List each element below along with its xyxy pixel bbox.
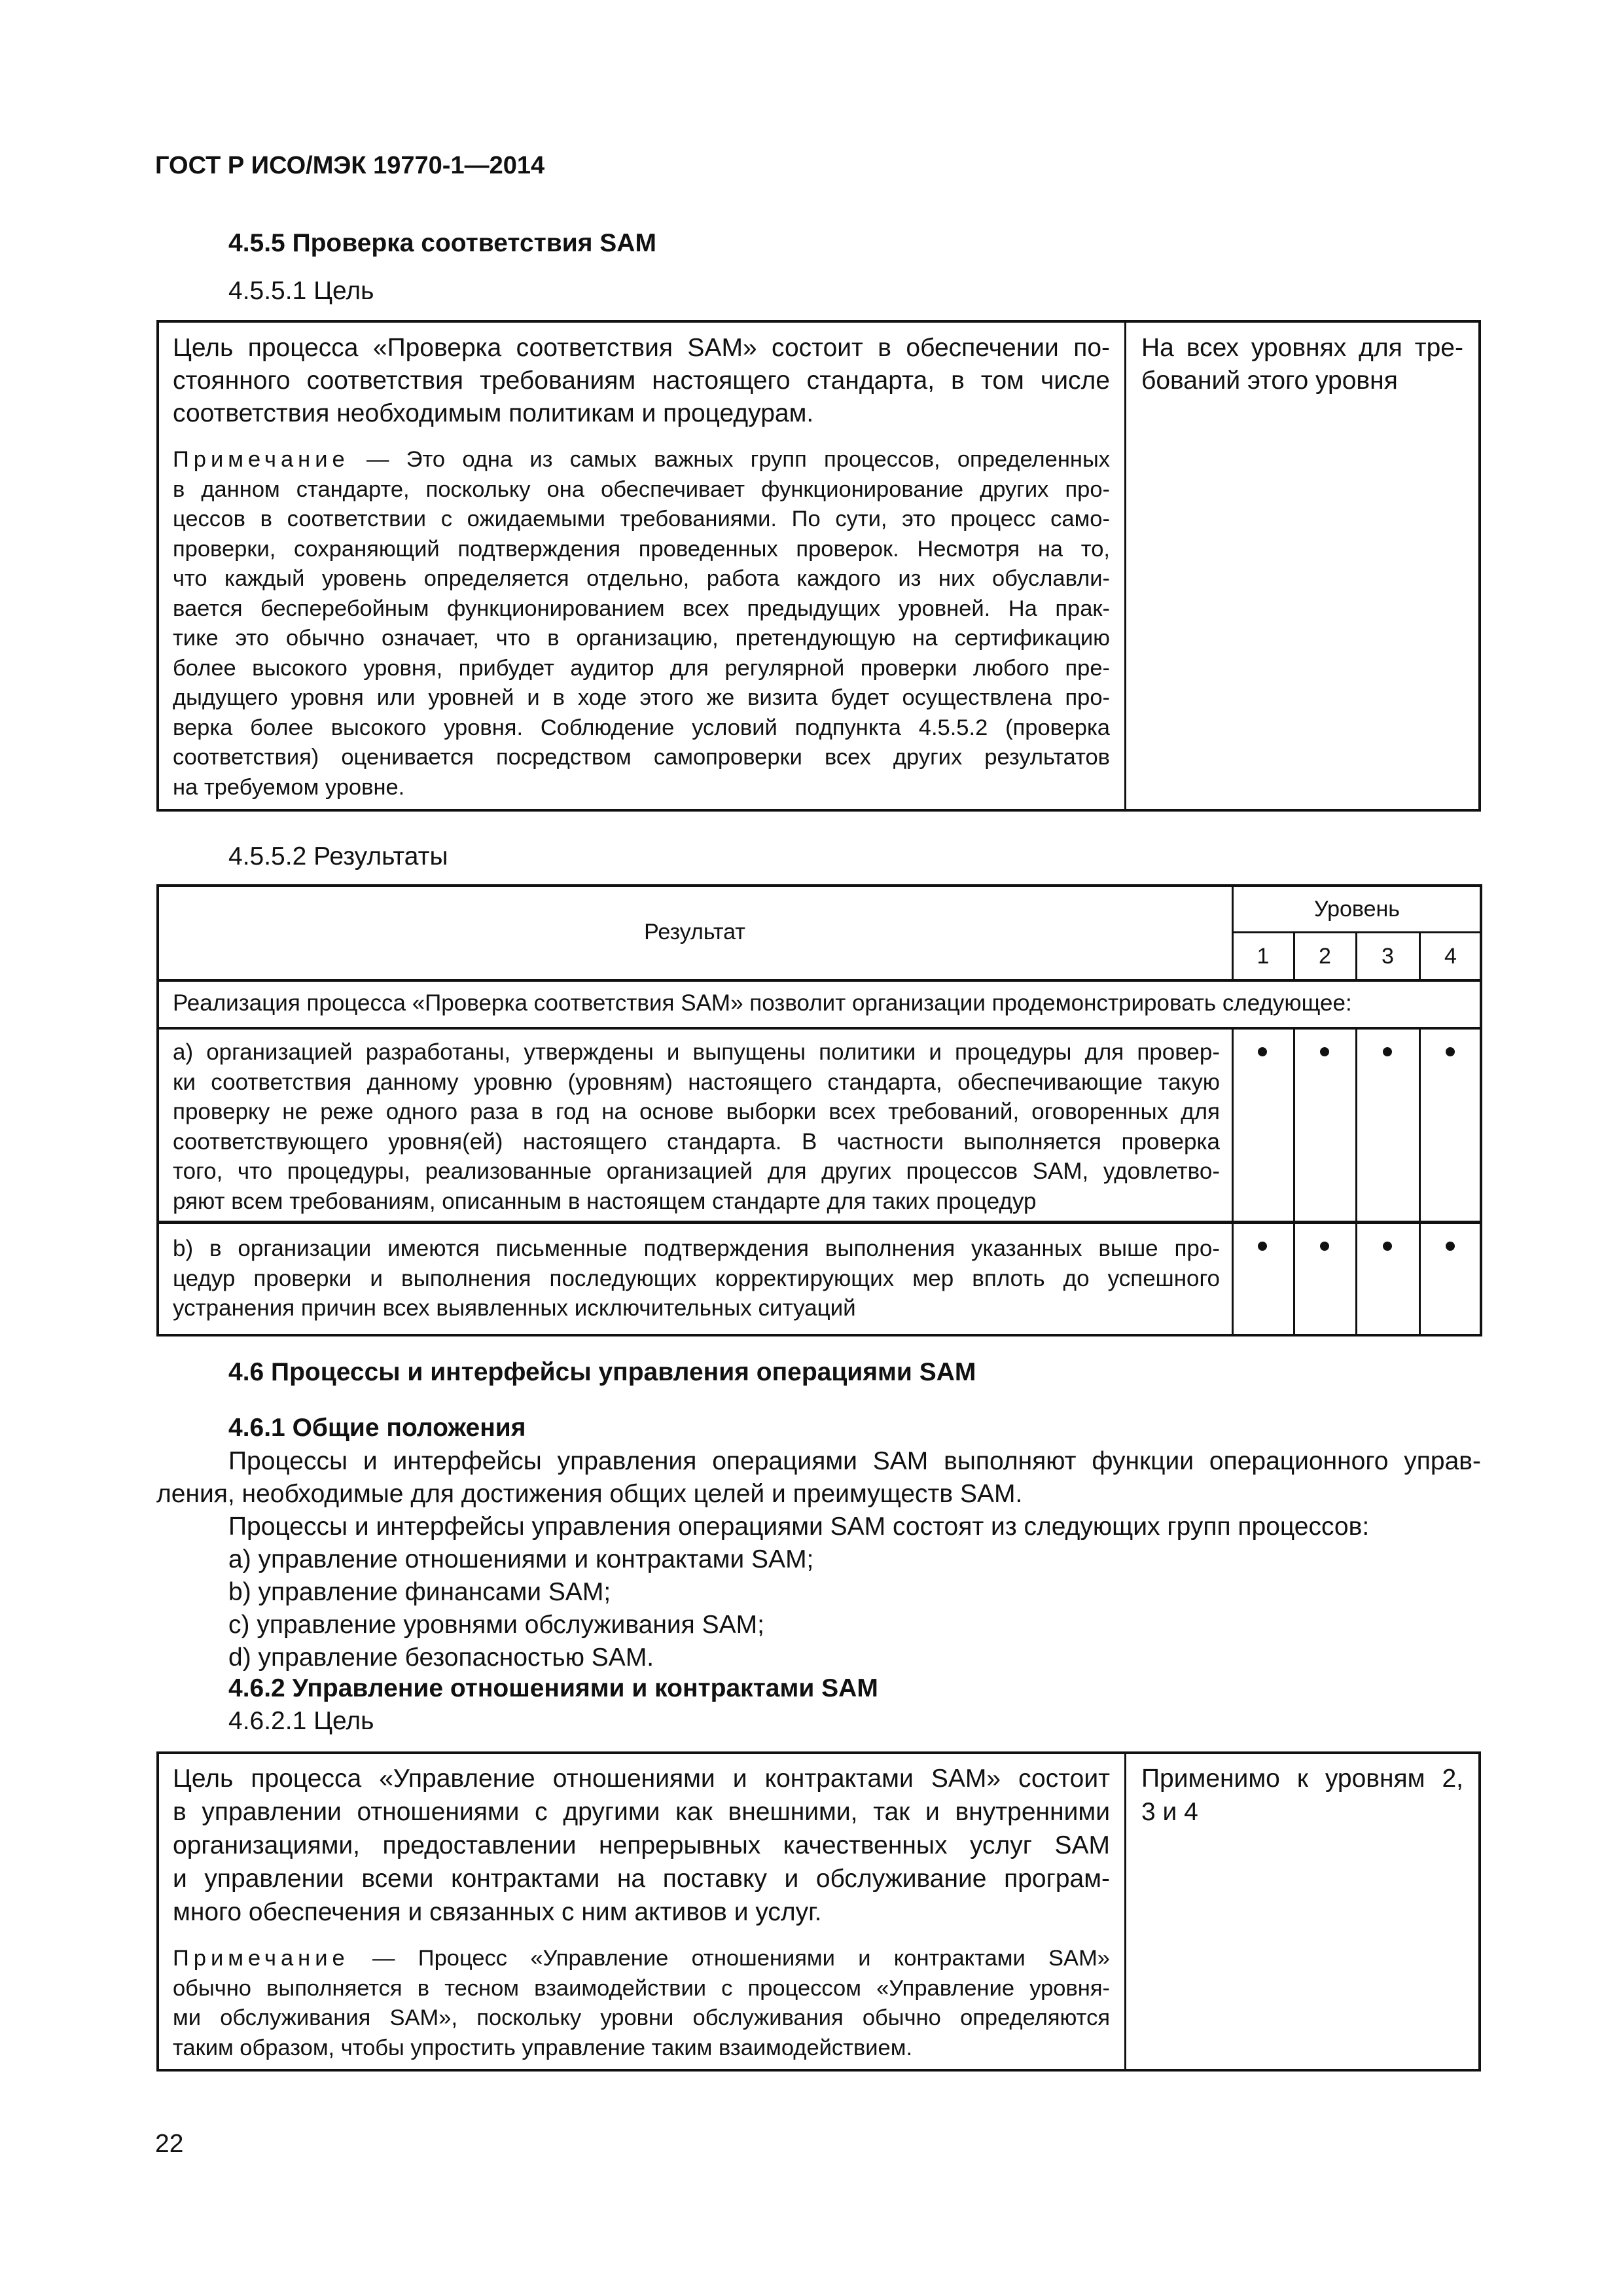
level-marker-bullet: [1383, 1047, 1392, 1056]
document-header: ГОСТ Р ИСО/МЭК 19770-1—2014: [155, 152, 545, 179]
text-line: и управлении всеми контрактами на поставку и обслуживание програм-: [173, 1865, 1110, 1893]
col-divider: [1419, 1028, 1421, 1335]
text-line: того, что процедуры, реализованные организацией для других процессов SAM, удовлетво-: [173, 1158, 1220, 1184]
list-item: c) управление уровнями обслуживания SAM;: [228, 1611, 764, 1639]
note-label: Примечание: [173, 447, 349, 472]
table-divider: [1124, 1753, 1126, 2070]
result-row-b: [173, 1234, 1220, 1323]
purpose-text: [173, 1762, 1110, 1929]
paragraph-process-groups: Процессы и интерфейсы управления операциями SAM состоят из следующих групп процессов:: [228, 1513, 1370, 1541]
level-marker-bullet: [1320, 1047, 1329, 1056]
text-line: цедур проверки и выполнения последующих корректирующих мер вплоть до успешного: [173, 1265, 1220, 1291]
text-line: Примечание — Это одна из самых важных групп процессов, определенных: [173, 447, 1110, 472]
text-line: соответствия необходимым политикам и процедурам.: [173, 399, 814, 427]
results-intro: Реализация процесса «Проверка соответствия SAM» позволит организации продемонстрировать следующее:: [173, 990, 1352, 1016]
column-header-level: Уровень: [1314, 897, 1400, 922]
purpose-note: [173, 445, 1110, 802]
text-line: Процессы и интерфейсы управления операциями SAM выполняют функции операционного управ-: [228, 1447, 1481, 1475]
applicability-text: [1141, 332, 1463, 397]
subsection-heading-4-6-2: 4.6.2 Управление отношениями и контрактами SAM: [228, 1674, 878, 1702]
process-group-list: [228, 1543, 813, 1674]
level-marker-bullet: [1383, 1242, 1392, 1251]
text-line: цессов в соответствии с ожидаемыми требованиями. По сути, это процесс само-: [173, 507, 1110, 531]
level-4-header: 4: [1444, 944, 1457, 969]
result-row-a: [173, 1037, 1220, 1216]
list-item: d) управление безопасностью SAM.: [228, 1643, 654, 1672]
list-item: a) управление отношениями и контрактами SAM;: [228, 1545, 814, 1573]
row-divider: [158, 1221, 1481, 1224]
text-line: верка более высокого уровня. Соблюдение условий подпункта 4.5.5.2 (проверка: [173, 715, 1110, 740]
text-line: Цель процесса «Проверка соответствия SAM» состоит в обеспечении по-: [173, 334, 1110, 362]
list-item: b) управление финансами SAM;: [228, 1578, 611, 1606]
text-line: обычно выполняется в тесном взаимодействии с процессом «Управление уровня-: [173, 1975, 1110, 2001]
text-line: вается бесперебойным функционированием всех предыдущих уровней. На прак-: [173, 596, 1110, 621]
text-line: что каждый уровень определяется отдельно, работа каждого из них обуславли-: [173, 566, 1110, 591]
text-line: дыдущего уровня или уровней и в ходе этого же визита будет осуществлена про-: [173, 685, 1110, 710]
subsection-heading-4-5-5-2: 4.5.5.2 Результаты: [228, 842, 448, 870]
level-1-header: 1: [1257, 944, 1270, 969]
level-marker-bullet: [1258, 1242, 1267, 1251]
text-line: ления, необходимые для достижения общих целей и преимуществ SAM.: [156, 1480, 1023, 1508]
text-line: b) в организации имеются письменные подтверждения выполнения указанных выше про-: [173, 1236, 1220, 1261]
page-number: 22: [155, 2130, 184, 2158]
text-line: соответствующего уровня(ей) настоящего стандарта. В частности выполняется проверка: [173, 1128, 1220, 1155]
text-line: a) организацией разработаны, утверждены и выпущены политики и процедуры для провер-: [173, 1039, 1220, 1065]
table-divider: [1124, 321, 1126, 810]
level-marker-bullet: [1446, 1242, 1455, 1251]
subsection-heading-4-6-1: 4.6.1 Общие положения: [228, 1414, 526, 1442]
text-line: бований этого уровня: [1141, 367, 1398, 395]
text-line: много обеспечения и связанных с ним активов и услуг.: [173, 1898, 822, 1926]
subsection-heading-4-5-5-1: 4.5.5.1 Цель: [228, 277, 374, 305]
column-header-result: Результат: [644, 920, 745, 944]
level-3-header: 3: [1382, 944, 1394, 969]
text-line: На всех уровнях для тре-: [1141, 334, 1463, 362]
col-divider: [1355, 1028, 1357, 1335]
text-line: более высокого уровня, прибудет аудитор для регулярной проверки любого пре-: [173, 655, 1110, 681]
subsection-heading-4-6-2-1: 4.6.2.1 Цель: [228, 1707, 374, 1735]
text-line: в данном стандарте, поскольку она обеспечивает функционирование других про-: [173, 476, 1110, 502]
note-label: Примечание: [173, 1946, 349, 1971]
level-marker-bullet: [1446, 1047, 1455, 1056]
text-line: организациями, предоставлении непрерывных качественных услуг SAM: [173, 1831, 1110, 1859]
text-line: Применимо к уровням 2,: [1141, 1765, 1463, 1793]
row-divider: [158, 1027, 1481, 1030]
text-line: проверку не реже одного раза в год на основе выборки всех требований, оговоренных для: [173, 1099, 1220, 1124]
paragraph-operations-intro: [156, 1445, 1481, 1511]
col-divider: [1232, 1028, 1234, 1335]
text-line: на требуемом уровне.: [173, 774, 405, 800]
text-line: соответствия) оценивается посредством самопроверки всех других результатов: [173, 745, 1110, 770]
level-marker-bullet: [1258, 1047, 1267, 1056]
section-heading-4-6: 4.6 Процессы и интерфейсы управления операциями SAM: [228, 1358, 976, 1386]
text-line: 3 и 4: [1141, 1798, 1198, 1826]
text-line: ки соответствия данному уровню (уровням) настоящего стандарта, обеспечивающие такую: [173, 1069, 1220, 1095]
text-line: Цель процесса «Управление отношениями и контрактами SAM» состоит: [173, 1765, 1110, 1793]
text-line: Примечание — Процесс «Управление отношениями и контрактами SAM»: [173, 1946, 1110, 1971]
applicability-text: [1141, 1762, 1463, 1829]
purpose-text: [173, 332, 1110, 430]
level-2-header: 2: [1319, 944, 1331, 969]
text-line: устранения причин всех выявленных исключительных ситуаций: [173, 1295, 856, 1321]
section-heading-4-5-5: 4.5.5 Проверка соответствия SAM: [228, 229, 656, 257]
text-line: в управлении отношениями с другими как внешними, так и внутренними: [173, 1798, 1110, 1826]
text-line: таким образом, чтобы упростить управление таким взаимодействием.: [173, 2035, 913, 2060]
col-divider: [1293, 1028, 1295, 1335]
text-line: стоянного соответствия требованиям настоящего стандарта, в том числе: [173, 367, 1110, 395]
row-divider: [158, 979, 1481, 982]
text-line: ряют всем требованиям, описанным в настоящем стандарте для таких процедур: [173, 1188, 1037, 1214]
purpose-note: [173, 1944, 1110, 2063]
level-marker-bullet: [1320, 1242, 1329, 1251]
text-line: тике это обычно означает, что в организацию, претендующую на сертификацию: [173, 626, 1110, 651]
text-line: проверки, сохраняющий подтверждения проведенных проверок. Несмотря на то,: [173, 536, 1110, 562]
text-line: ми обслуживания SAM», поскольку уровни обслуживания обычно определяются: [173, 2005, 1110, 2030]
